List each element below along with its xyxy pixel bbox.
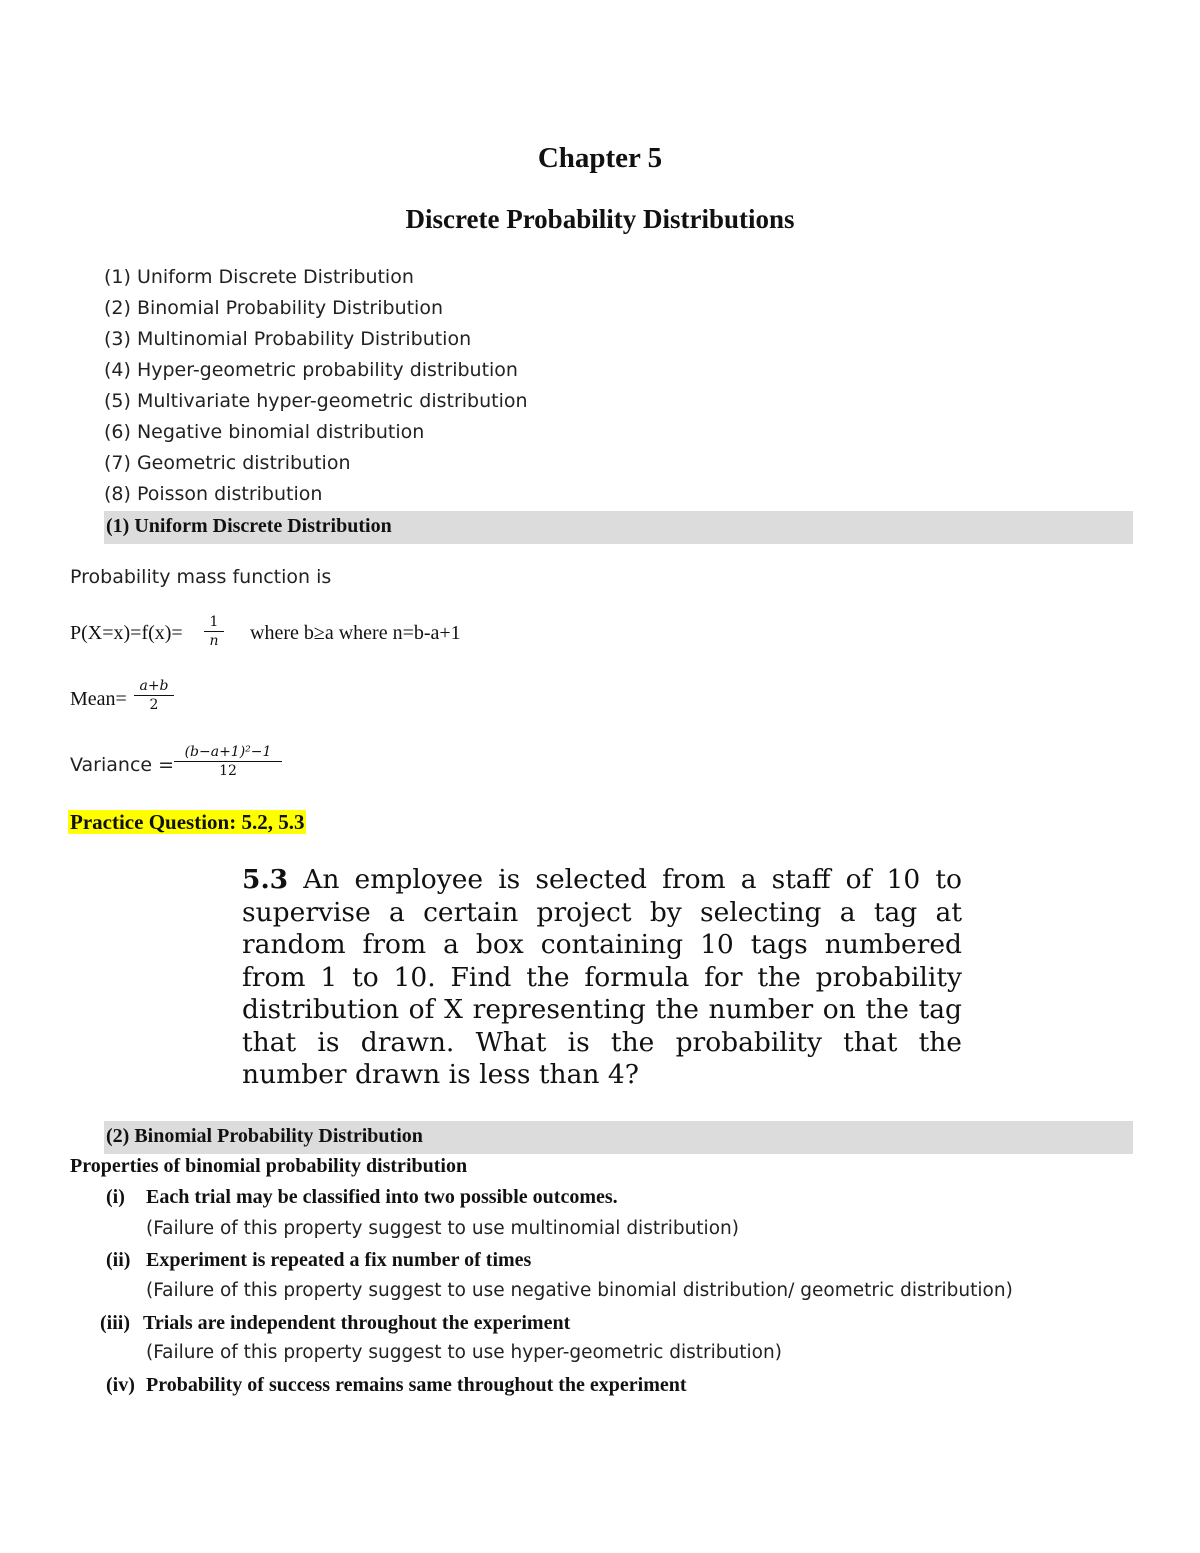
pmf-conditions: where b≥a where n=b-a+1 [250,622,461,644]
mean-denominator: 2 [149,697,159,713]
property-text: Trials are independent throughout the experiment [143,1312,571,1334]
properties-title: Properties of binomial probability distribution [70,1155,468,1177]
toc-item: (5) Multivariate hyper-geometric distribution [104,390,528,412]
pmf-fraction [204,614,224,649]
chapter-subtitle: Discrete Probability Distributions [405,204,795,234]
toc-item: (1) Uniform Discrete Distribution [104,266,414,288]
pmf-numerator: 1 [209,614,219,630]
section-heading-uniform: (1) Uniform Discrete Distribution [104,511,1133,544]
pmf-denominator: n [209,633,219,649]
property-note: (Failure of this property suggest to use negative binomial distribution/ geometric distribution) [146,1280,1013,1301]
mean-numerator: a+b [139,678,169,694]
toc-item: (2) Binomial Probability Distribution [104,297,444,319]
property-text: Probability of success remains same throughout the experiment [146,1374,687,1396]
property-text: Experiment is repeated a fix number of times [146,1249,532,1271]
property-label: (iii) [100,1312,130,1334]
property-text: Each trial may be classified into two possible outcomes. [146,1186,618,1208]
chapter-title: Chapter 5 [537,142,663,174]
property-label: (i) [106,1186,125,1208]
toc-item: (3) Multinomial Probability Distribution [104,328,472,350]
practice-question-text: Practice Question: 5.2, 5.3 [70,810,305,834]
practice-question [68,810,306,835]
variance-fraction [174,744,282,779]
toc-item: (7) Geometric distribution [104,452,351,474]
property-note: (Failure of this property suggest to use multinomial distribution) [146,1218,739,1239]
problem-number: 5.3 [242,864,289,895]
property-note: (Failure of this property suggest to use hyper-geometric distribution) [146,1342,782,1363]
toc-item: (6) Negative binomial distribution [104,421,425,443]
problem-5-3 [242,864,962,1092]
problem-text: An employee is selected from a staff of 10 to supervise a certain project by selecting a tag at random from a box containing 10 tags numbered from 1 to 10. Find the formula for the probability distribution of X representing the number on the tag that is drawn. What is the probability that the number drawn is less than 4? [242,864,962,1090]
section-heading-binomial: (2) Binomial Probability Distribution [104,1121,1133,1154]
pmf-intro: Probability mass function is [70,566,332,588]
variance-label: Variance = [70,754,175,776]
variance-numerator: (b−a+1)²−1 [184,744,272,760]
mean-fraction [134,678,174,713]
property-label: (iv) [106,1374,135,1396]
mean-label: Mean= [70,688,127,710]
pmf-lhs: P(X=x)=f(x)= [70,622,183,644]
toc-item: (8) Poisson distribution [104,483,323,505]
toc-item: (4) Hyper-geometric probability distribution [104,359,518,381]
variance-denominator: 12 [219,763,237,779]
property-label: (ii) [106,1249,131,1271]
